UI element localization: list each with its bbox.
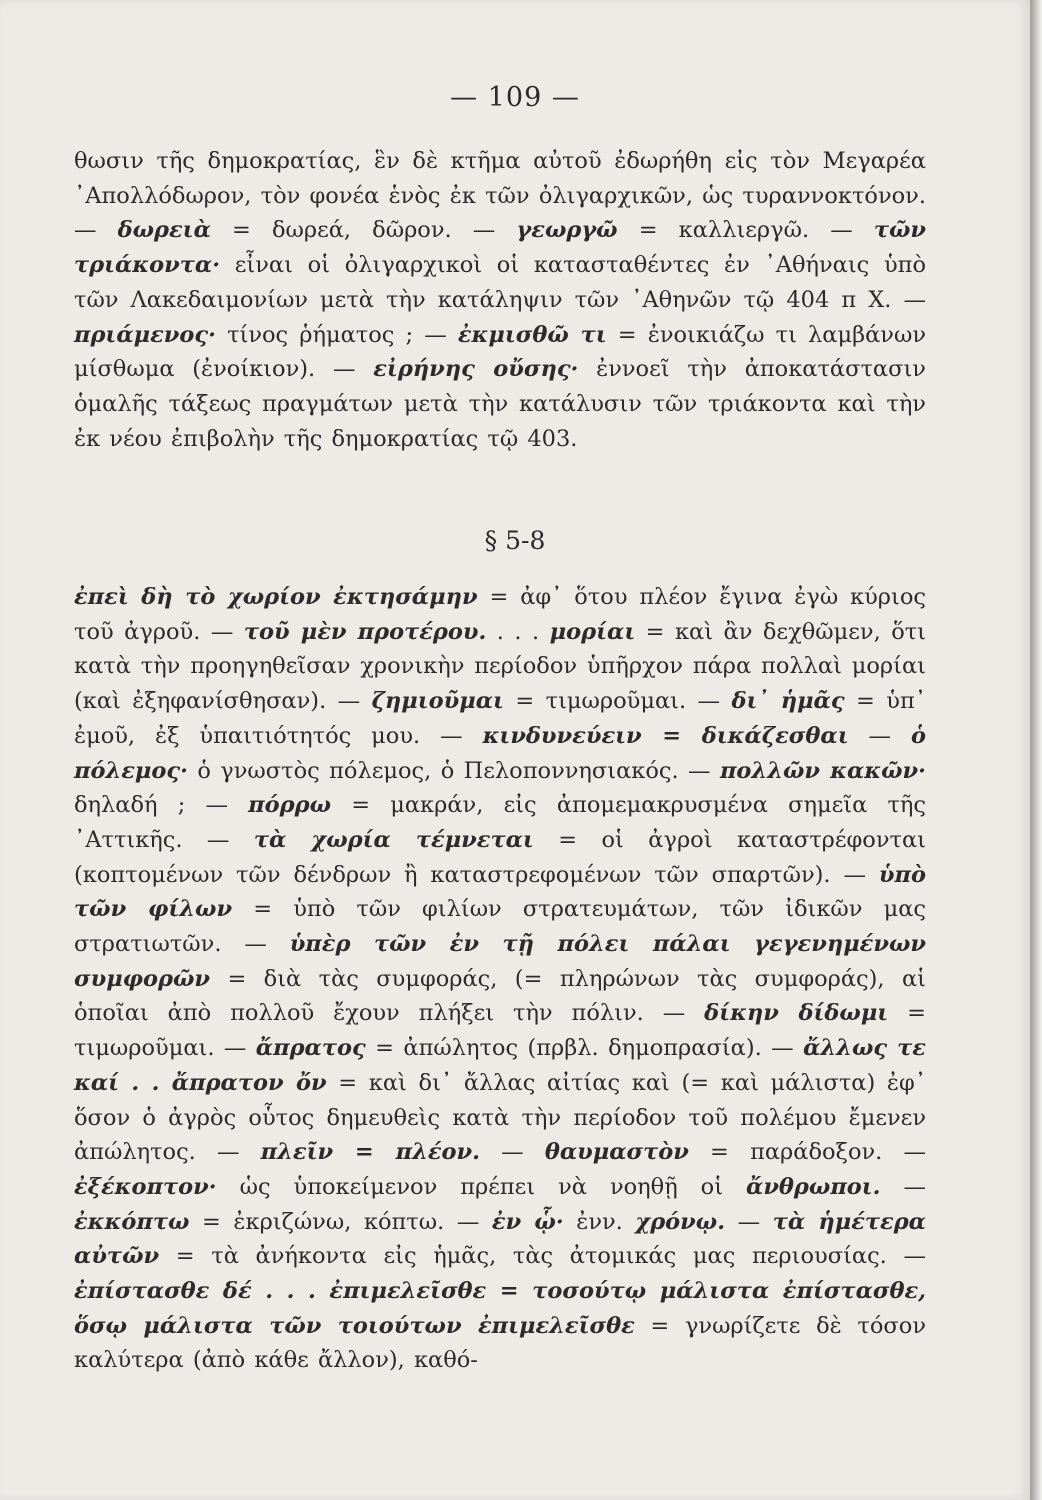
paragraph-commentary-1	[74, 144, 926, 456]
lemma-term: τὰ ἡμέτερα αὐτῶν	[74, 1208, 926, 1270]
gloss-text: = ὑπὸ τῶν φιλίων στρατευμάτων, τῶν ἰδικῶν μας στρατιωτῶν. —	[74, 896, 926, 958]
lemma-term: χρόνῳ.	[635, 1208, 726, 1235]
gloss-text: —	[725, 1208, 773, 1235]
lemma-term: ἄλλως τε καί . . ἄπρατον ὄν	[74, 1035, 926, 1096]
lemma-term: μορίαι	[549, 618, 636, 645]
gloss-text: —	[848, 722, 911, 749]
lemma-term: γεωργῶ	[516, 217, 618, 244]
lemma-term: ζημιοῦμαι	[371, 688, 504, 715]
gloss-text: = καλλιεργῶ. —	[617, 217, 874, 244]
lemma-term: ἐπεὶ δὴ τὸ χωρίον ἐκτησάμην	[74, 584, 478, 610]
lemma-term: ὁ πόλεμος·	[74, 722, 926, 784]
gloss-text: εἶναι οἱ ὀλιγαρχικοὶ οἱ κατασταθέντες ἐν ᾿Αθήναις ὑπὸ τῶν Λακεδαιμονίων μετὰ τὴν κατάληψιν τῶν ᾿Αθηνῶν τῷ 404 π Χ. —	[74, 252, 926, 313]
gloss-text: —	[479, 1139, 545, 1166]
lemma-term: ἐν ᾧ·	[491, 1208, 564, 1235]
gloss-text: = οἱ ἀγροὶ καταστρέφονται (κοπτομένων τῶν δένδρων ἢ καταστρεφομένων τῶν σπαρτῶν). —	[74, 826, 926, 888]
lemma-term: θαυμαστὸν	[544, 1139, 689, 1166]
gloss-text: = ἀφ᾿ ὅτου πλέον ἔγινα ἐγὼ κύριος τοῦ ἀγροῦ. —	[74, 584, 926, 645]
gloss-text: ὡς ὑποκείμενον πρέπει νὰ νοηθῇ οἱ	[216, 1173, 746, 1200]
gloss-text: —	[880, 1173, 926, 1200]
lemma-term: πριάμενος·	[74, 321, 216, 348]
lemma-term: ὑπὸ τῶν φίλων	[74, 861, 926, 923]
gloss-text: = τιμωροῦμαι. —	[503, 688, 732, 715]
lemma-term: ἐκμισθῶ τι	[457, 321, 607, 348]
gloss-text: ἐννοεῖ τὴν ἀποκατάστασιν ὁμαλῆς τάξεως πραγμάτων μετὰ τὴν κατάλυσιν τῶν τριάκοντα καὶ τὴν ἐκ νέου ἐπιβολὴν τῆς δημοκρατίας τῷ 403.	[74, 356, 926, 452]
lemma-term: ἄνθρωποι.	[746, 1173, 881, 1200]
lemma-term: εἰρήνης οὔσης·	[373, 356, 579, 383]
section-heading: § 5-8	[484, 526, 546, 555]
gloss-text: = μακράν, εἰς ἀπομεμακρυσμένα σημεῖα τῆς ᾿Αττικῆς. —	[74, 792, 926, 853]
gloss-text: = ἀπώλητος (πρβλ. δημοπρασία). —	[365, 1035, 804, 1062]
gloss-text: = παράδοξον. —	[688, 1139, 926, 1166]
lemma-term: ἐξέκοπτον·	[74, 1173, 217, 1200]
gloss-text: ἐνν.	[563, 1208, 636, 1235]
gloss-text: = γνωρίζετε δὲ τόσον καλύτερα (ἀπὸ κάθε ἄλλον), καθό-	[74, 1312, 926, 1374]
gloss-text: = ὑπ᾿ ἐμοῦ, ἐξ ὑπαιτιότητός μου. —	[74, 688, 926, 749]
lemma-term: πολλῶν κακῶν·	[719, 757, 926, 784]
gloss-text: = ἐκριζώνω, κόπτω. —	[189, 1208, 492, 1235]
gloss-text: ὁ γνωστὸς πόλεμος, ὁ Πελοποννησιακός. —	[187, 757, 720, 784]
lemma-term: ἐπίστασθε δέ . . . ἐπιμελεῖσθε = τοσούτῳ μάλιστα ἐπίστασθε, ὅσῳ μάλιστα τῶν τοιούτων ἐπιμελεῖσθε	[74, 1278, 926, 1339]
gloss-text: δηλαδή ; —	[74, 792, 249, 819]
gloss-text: = διὰ τὰς συμφοράς, (= πληρώνων τὰς συμφοράς), αἱ ὁποῖαι ἀπὸ πολλοῦ ἔχουν πλήξει τὴν πόλιν. —	[74, 965, 926, 1027]
lemma-term: ἄπρατος	[255, 1035, 366, 1062]
lemma-term: δωρειὰ	[117, 217, 211, 244]
lemma-term: δι᾿ ἡμᾶς	[731, 688, 845, 715]
gloss-text: θωσιν τῆς δημοκρατίας, ἓν δὲ κτῆμα αὐτοῦ ἐδωρήθη εἰς τὸν Μεγαρέα ᾿Απολλόδωρον, τὸν φονέα ἑνὸς ἐκ τῶν ὀλιγαρχικῶν, ὡς τυραννοκτόνον. —	[74, 148, 926, 244]
gloss-text: . . .	[486, 618, 550, 645]
gloss-text: = καὶ δι᾿ ἄλλας αἰτίας καὶ (= καὶ μάλιστα) ἐφ᾿ ὅσον ὁ ἀγρὸς οὗτος δημευθεὶς κατὰ τὴν περίοδον τοῦ πολέμου ἔμενεν ἀπώλητος. —	[74, 1069, 926, 1166]
gloss-text: = καὶ ἂν δεχθῶμεν, ὅτι κατὰ τὴν προηγηθεῖσαν χρονικὴν περίοδον ὑπῆρχον πάρα πολλαὶ μορίαι (καὶ ἐξηφανίσθησαν). —	[74, 618, 927, 715]
gloss-text: = τιμωροῦμαι. —	[74, 1000, 926, 1062]
lemma-term: δίκην δίδωμι	[704, 1000, 889, 1027]
gloss-text: = δωρεά, δῶρον. —	[210, 217, 517, 244]
lemma-term: τοῦ μὲν προτέρου.	[243, 618, 487, 645]
lemma-term: κινδυνεύειν = δικάζεσθαι	[482, 722, 849, 749]
gloss-text: = ἐνοικιάζω τι λαμβάνων μίσθωμα (ἐνοίκιον). —	[74, 321, 926, 383]
page-edge-shadow	[1030, 0, 1042, 1500]
gloss-text: τίνος ῥήματος ; —	[215, 321, 458, 348]
page-number: — 109 —	[450, 82, 580, 113]
lemma-term: πόρρω	[248, 792, 331, 819]
gloss-text: = τὰ ἀνήκοντα εἰς ἡμᾶς, τὰς ἀτομικάς μας περιουσίας. —	[159, 1243, 926, 1270]
lemma-term: ὑπὲρ τῶν ἐν τῇ πόλει πάλαι γεγενημένων συμφορῶν	[74, 931, 926, 992]
lemma-term: πλεῖν = πλέον.	[260, 1139, 480, 1166]
paragraph-commentary-2	[74, 580, 926, 1378]
lemma-term: τὰ χωρία τέμνεται	[253, 826, 534, 853]
lemma-term: τῶν τριάκοντα·	[74, 217, 927, 279]
lemma-term: ἐκκόπτω	[74, 1208, 190, 1235]
